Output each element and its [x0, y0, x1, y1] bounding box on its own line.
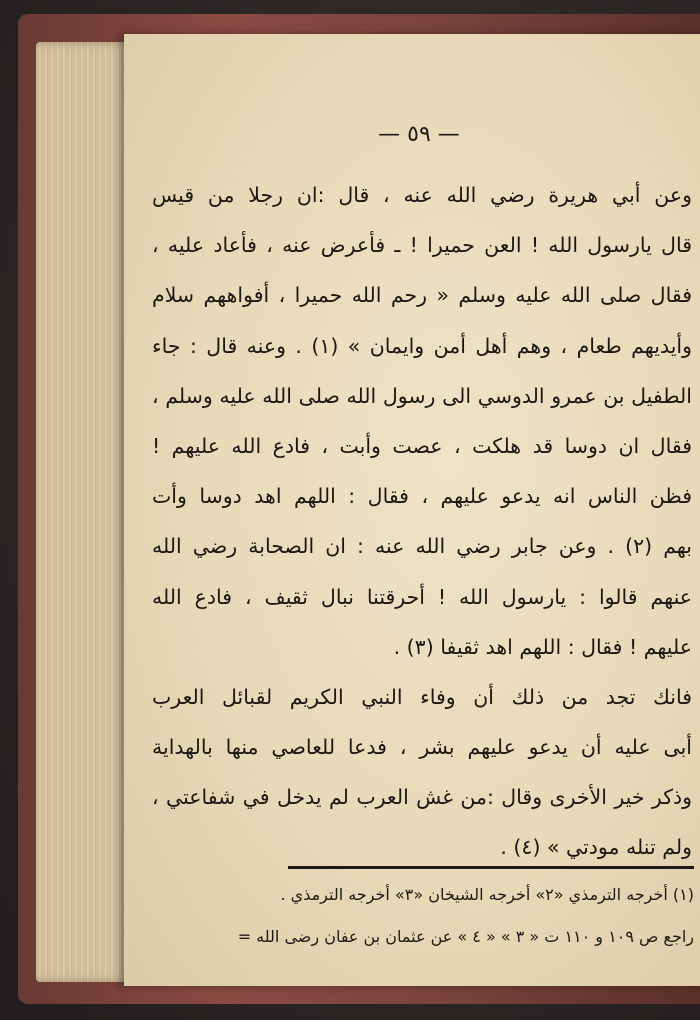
body-text — [152, 170, 692, 873]
text-line: قال يارسول الله ! العن حميرا ! ـ فأعرض عنه ، فأعاد عليه ، — [152, 233, 692, 258]
footnote-divider — [288, 866, 694, 869]
text-line: فقال ان دوسا قد هلكت ، عصت وأبت ، فادع الله عليهم ! — [152, 433, 692, 458]
text-line: عنهم قالوا : يارسول الله ! أحرقتنا نبال ثقيف ، فادع الله — [152, 584, 692, 609]
text-line: وعن أبي هريرة رضي الله عنه ، قال :ان رجلا من قيس — [152, 183, 692, 207]
text-line: فظن الناس انه يدعو عليهم ، فقال : اللهم اهد دوسا وأت — [152, 484, 692, 509]
footnote-line: (١) أخرجه الترمذي «٢» أخرجه الشيخان «٣» أخرجه الترمذي . — [280, 885, 694, 904]
text-line: ولم تنله مودتي » (٤) . — [500, 835, 692, 860]
footnote-line: راجع ص ١٠٩ و ١١٠ ت « ٣ » « ٤ » عن عثمان بن عفان رضى الله = — [237, 927, 694, 946]
text-line: وذكر خير الأخرى وقال :من غش العرب لم يدخل في شفاعتي ، — [152, 785, 692, 810]
text-line: بهم (٢) . وعن جابر رضي الله عنه : ان الصحابة رضي الله — [152, 534, 692, 559]
page-edges — [36, 42, 132, 982]
text-line: فانك تجد من ذلك أن وفاء النبي الكريم لقبائل العرب — [152, 684, 692, 709]
text-line: فقال صلى الله عليه وسلم « رحم الله حميرا ، أفواههم سلام — [152, 283, 692, 308]
footnotes — [148, 874, 694, 958]
text-line: الطفيل بن عمرو الدوسي الى رسول الله صلى الله عليه وسلم ، — [152, 383, 692, 408]
page-number: — ٥٩ — — [378, 122, 460, 147]
text-line: عليهم ! فقال : اللهم اهد ثقيفا (٣) . — [393, 634, 692, 659]
text-line: وأيديهم طعام ، وهم أهل أمن وايمان » (١) . وعنه قال : جاء — [152, 333, 692, 358]
book-page — [124, 34, 700, 986]
text-line: أبى عليه أن يدعو عليهم بشر ، فدعا للعاصي منها بالهداية — [152, 735, 692, 760]
